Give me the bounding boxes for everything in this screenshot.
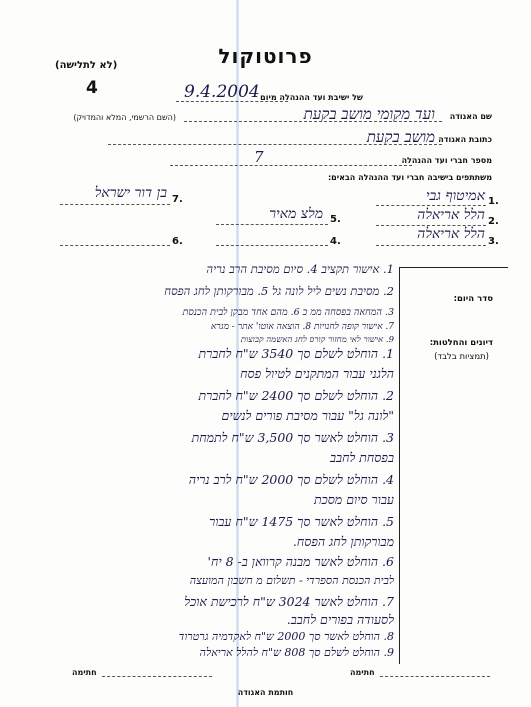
agenda-line: 7. אישור קופה לחנויות 8. הוצאה אוטו' אתר - מגרא: [210, 322, 394, 332]
attendee-number: 7.: [172, 194, 183, 205]
agenda-decisions-column: [399, 267, 508, 664]
agenda-label: סדר היום:: [453, 294, 493, 304]
committee-count-value: 7: [254, 148, 264, 166]
attendee-line: [60, 245, 170, 246]
signature-label-right: חתימה: [350, 668, 375, 677]
decision-line: עבור סיום מסכת: [313, 492, 394, 507]
not-for-filling-note: (לא לתלישה): [55, 60, 118, 71]
agenda-line: 1. אישור תקציב 4. סיום מסיבת הרב נריה: [206, 262, 394, 276]
decision-line: 9. הוחלט לשלם סך 808 ש"ח להלל אריאלה: [199, 646, 394, 659]
attendee-line: [376, 205, 486, 206]
attendee-number: 1.: [488, 196, 499, 207]
agenda-line: 2. מסיבת נשים ליל לונה גל 5. מבורקותן לחג הפסח: [164, 284, 394, 298]
meeting-date-value: 9.4.2004: [184, 82, 260, 102]
decision-line: 6. הוחלט לאשר מבנה קרוואן ב- 8 יח': [207, 554, 394, 569]
attendees-label: משתתפים בישיבה חברי ועד ההנהלה הבאים:: [327, 173, 492, 182]
page-number: 4: [86, 78, 98, 98]
decision-line: 1. הוחלט לשלם סך 3540 ש"ח לחברת: [198, 346, 394, 361]
attendee-name: הלל אריאלה: [417, 226, 485, 242]
meeting-date-label: של ישיבת ועד ההנהלה מיום: [260, 93, 363, 102]
decision-line: 4. הוחלט לשלם סך 2000 ש"ח לרב נריה: [188, 472, 394, 487]
decision-line: הלגני עבור המתקנים לטיול פסח: [240, 366, 394, 381]
attendee-number: 3.: [488, 236, 499, 247]
decision-line: בפסחת לחבב: [330, 450, 394, 465]
attendee-name: הלל אריאלה: [417, 207, 485, 223]
decision-line: מבורקותן לחג הפסח.: [292, 534, 394, 549]
decision-line: 8. הוחלט לאשר סך 2000 ש"ח לאקדמיה גרטרוד: [178, 630, 394, 643]
decisions-label: דיונים והחלטות:: [429, 338, 493, 348]
attendee-name: בן דור ישראל: [94, 185, 167, 201]
attendee-number: 4.: [330, 236, 341, 247]
association-name-value: ועד מקומי מושב בקעת: [303, 105, 435, 123]
attendee-line: [60, 204, 170, 205]
decisions-sub: (תמציות בלבד): [434, 352, 489, 362]
decision-line: 2. הוחלט לשלם סך 2400 ש"ח לחברת: [198, 388, 394, 403]
page-title: פרוטוקול: [218, 44, 313, 68]
address-value: מושב בקעת: [366, 128, 435, 146]
committee-count-label: מספר חברי ועד ההנהלה: [401, 156, 492, 165]
agenda-line: 3. המחאה בפסחה ממ כ 6. מהם אחד מבקן לבית הכנסת: [182, 307, 394, 318]
address-label: כתובת האגודה: [438, 135, 492, 144]
attendee-line: [376, 245, 486, 246]
decision-line: "לונה גל" עבור מסיבת פורים לנשים: [221, 408, 394, 423]
agenda-line: 9. אישור לאי מחזור קורס לחג האשמה קבוצות: [240, 335, 394, 345]
attendee-name: מלצ מאיר: [269, 206, 323, 222]
signature-line-left: [102, 676, 212, 677]
association-name-hint: (השם הרשמי, המלא והמדויק): [73, 113, 176, 122]
decision-line: 7. הוחלט לאשר 3024 ש"ח לרכישת אוכל: [184, 594, 394, 609]
attendee-line: [216, 245, 328, 246]
decision-line: לסעודה בפורים לחבב.: [286, 612, 394, 627]
attendee-name: אמיטוף גבי: [425, 188, 485, 204]
signature-label-left: חתימה: [72, 668, 97, 677]
committee-count-line: [170, 165, 412, 166]
signature-line-right: [380, 676, 490, 677]
attendee-line: [216, 224, 328, 225]
association-stamp-label: חותמת האגודה: [237, 688, 294, 697]
association-name-label: שם האגודה: [449, 112, 492, 121]
attendee-number: 2.: [488, 216, 499, 227]
decision-line: 3. הוחלט לאשר סך 3,500 ש"ח לתמחת: [191, 430, 394, 445]
decision-line: 5. הוחלט לאשר סך 1475 ש"ח עבור: [209, 514, 394, 529]
attendee-number: 5.: [330, 214, 341, 225]
decision-line: לבית הכנסת הספרדי - תשלום מ חשבון המועצה: [189, 574, 394, 587]
attendee-number: 6.: [172, 236, 183, 247]
